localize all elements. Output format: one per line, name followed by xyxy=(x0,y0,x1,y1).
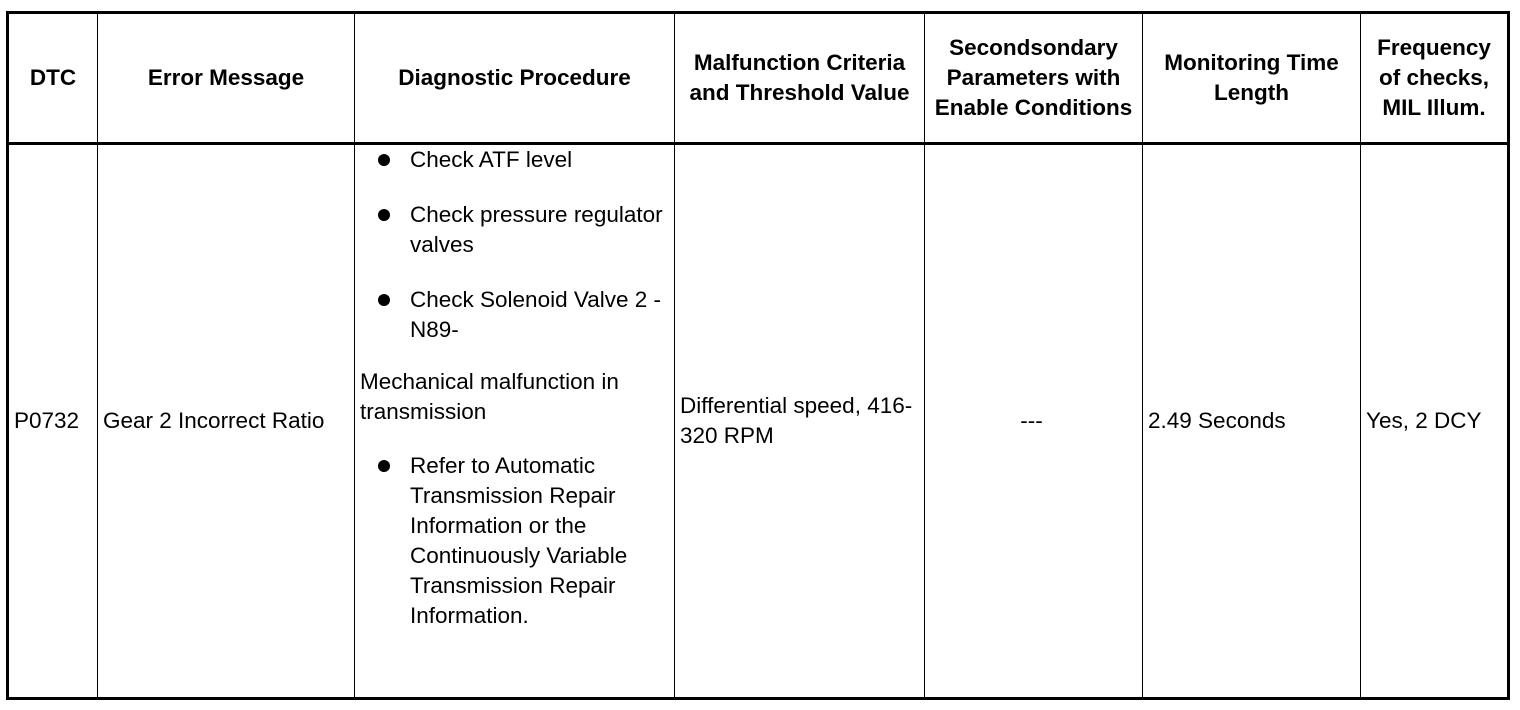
header-frequency: Frequency of checks, MIL Illum. xyxy=(1361,13,1509,144)
cell-frequency: Yes, 2 DCY xyxy=(1361,144,1509,699)
procedure-bullet-text: Check pressure regulator valves xyxy=(410,202,663,257)
bullet-dot-icon xyxy=(378,154,390,166)
procedure-bullet-item xyxy=(378,451,670,631)
cell-monitoring-time: 2.49 Seconds xyxy=(1143,144,1361,699)
header-row xyxy=(8,13,1509,144)
cell-secondary-parameters: --- xyxy=(925,144,1143,699)
header-monitoring-time: Monitoring Time Length xyxy=(1143,13,1361,144)
table-row xyxy=(8,144,1509,699)
bullet-dot-icon xyxy=(378,460,390,472)
procedure-bullet-item xyxy=(378,200,670,260)
cell-diagnostic-procedure xyxy=(355,144,675,699)
procedure-bullet-item xyxy=(378,145,670,175)
header-diagnostic-procedure: Diagnostic Procedure xyxy=(355,13,675,144)
header-secondary-parameters: Secondsondary Parameters with Enable Conditions xyxy=(925,13,1143,144)
dtc-table xyxy=(6,11,1510,700)
header-error-message: Error Message xyxy=(98,13,355,144)
bullet-dot-icon xyxy=(378,294,390,306)
header-malfunction-criteria: Malfunction Criteria and Threshold Value xyxy=(675,13,925,144)
cell-error-message: Gear 2 Incorrect Ratio xyxy=(98,144,355,699)
procedure-paragraph: Mechanical malfunction in transmission xyxy=(360,369,619,424)
cell-malfunction-criteria: Differential speed, 416-320 RPM xyxy=(675,144,925,699)
header-dtc: DTC xyxy=(8,13,98,144)
procedure-bullet-text: Check Solenoid Valve 2 -N89- xyxy=(410,287,661,342)
procedure-bullet-text: Refer to Automatic Transmission Repair Information or the Continuously Variable Transmission Repair Information. xyxy=(410,453,628,628)
cell-dtc: P0732 xyxy=(8,144,98,699)
procedure-bullet-item xyxy=(378,285,670,345)
procedure-bullet-list xyxy=(360,451,670,631)
procedure-bullet-text: Check ATF level xyxy=(410,147,573,172)
procedure-bullet-list xyxy=(360,145,670,345)
bullet-dot-icon xyxy=(378,209,390,221)
